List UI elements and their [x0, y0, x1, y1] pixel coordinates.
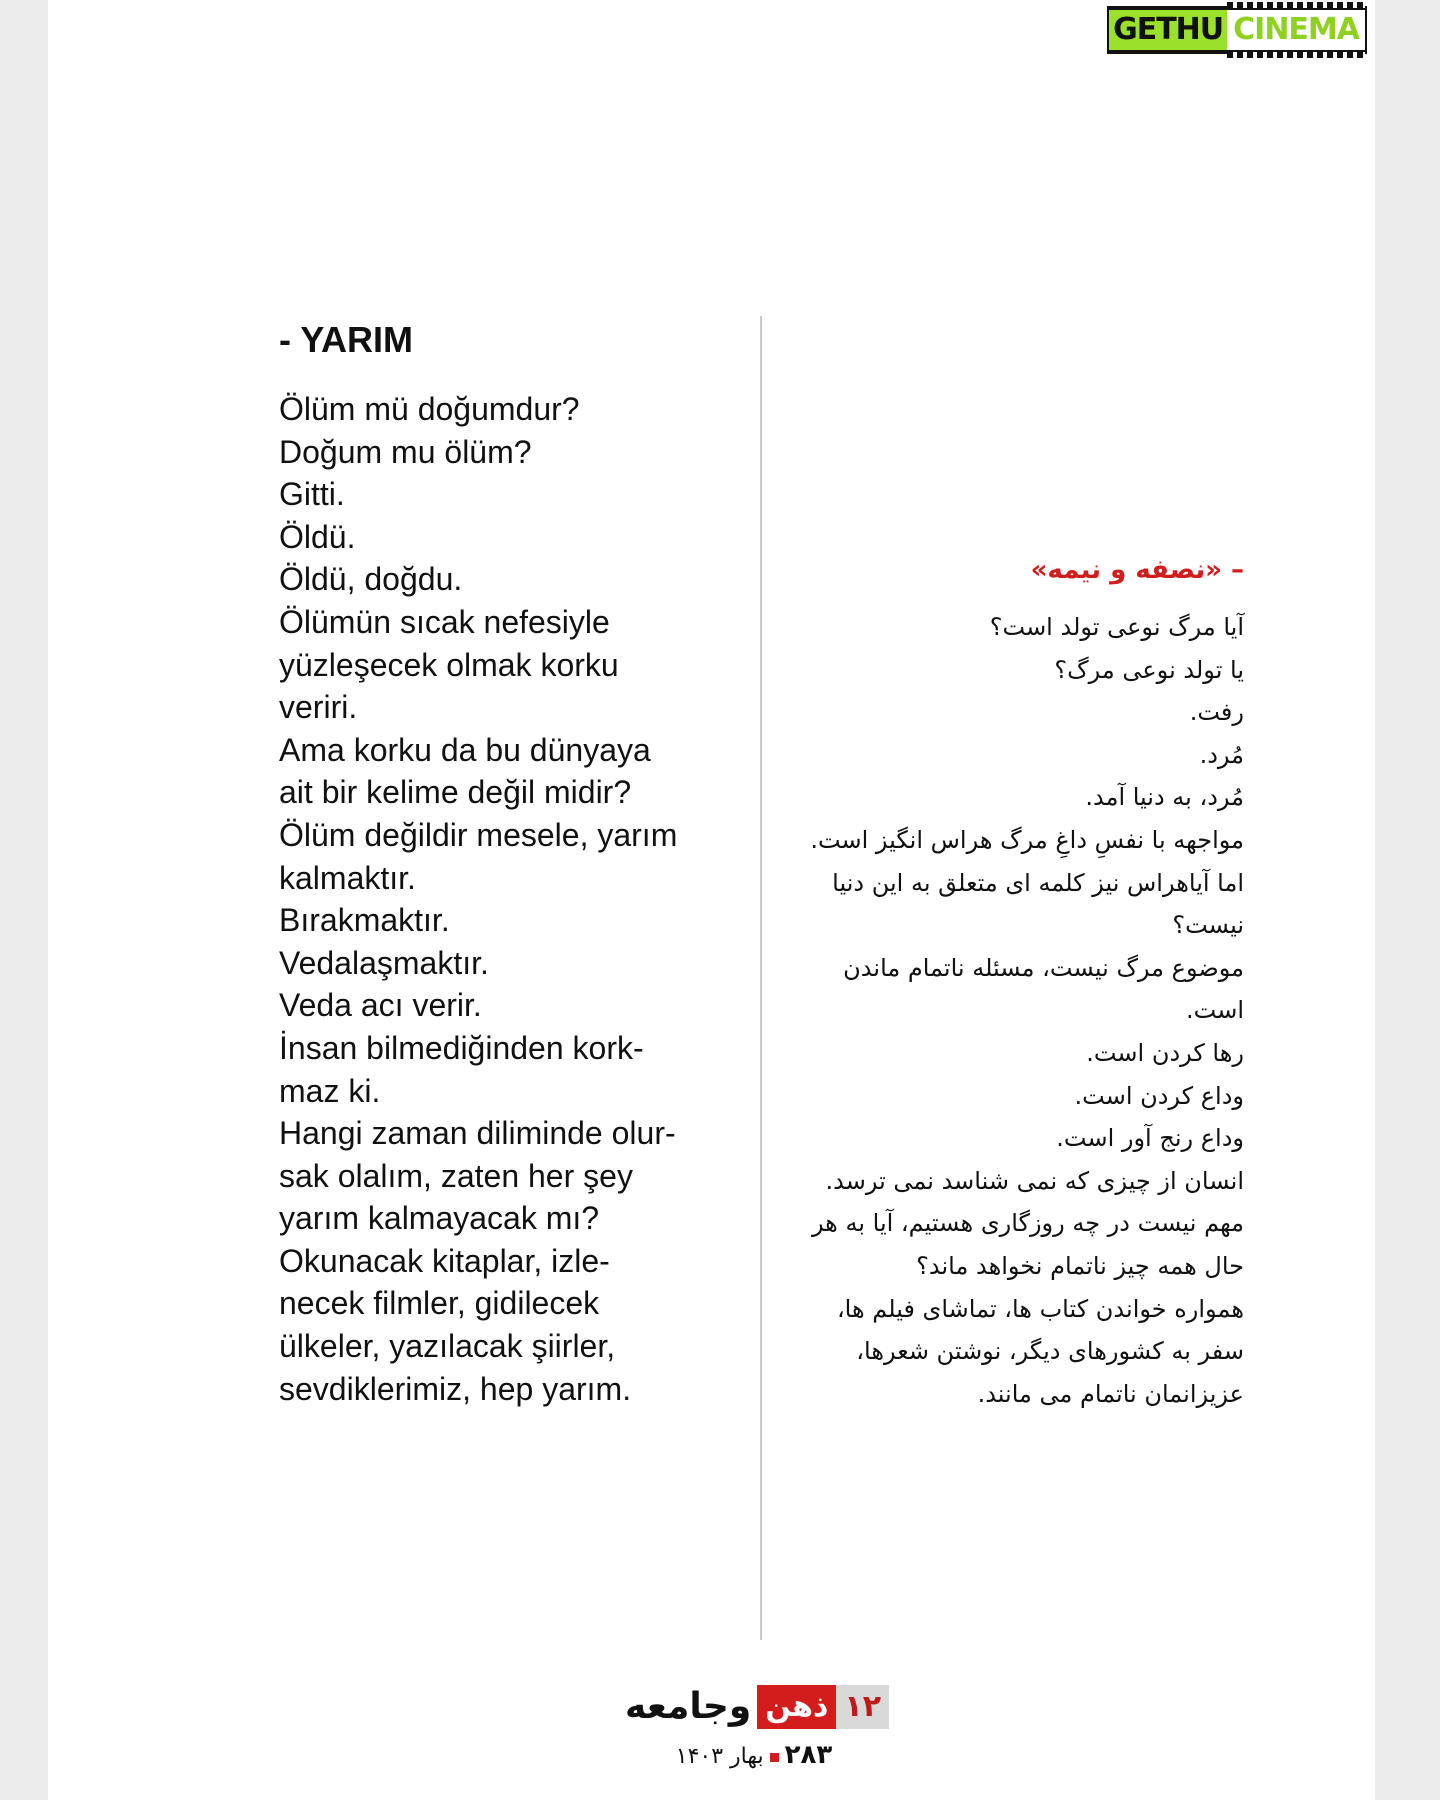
issue-number: ۲۸۳ — [784, 1740, 833, 1770]
poem-line: Hangi zaman diliminde olur- — [279, 1115, 676, 1152]
poem-line: necek filmler, gidilecek — [279, 1285, 600, 1322]
film-strip-icon — [1227, 52, 1365, 58]
poem-line: حال همه چیز ناتمام نخواهد ماند؟ — [916, 1251, 1244, 1280]
magazine-logo — [624, 1682, 884, 1732]
square-bullet-icon — [770, 1753, 779, 1762]
poem-line: Vedalaşmaktır. — [279, 944, 489, 981]
poem-line: مواجهه با نفسِ داغِ مرگ هراس انگیز است. — [810, 825, 1244, 854]
poem-line: مُرد. — [1199, 740, 1244, 769]
poem-line: Ölümün sıcak nefesiyle — [279, 603, 610, 640]
magazine-footer — [624, 1682, 884, 1772]
poem-line: همواره خواندن کتاب ها، تماشای فیلم ها، — [836, 1294, 1244, 1323]
poem-line: kalmaktır. — [279, 859, 416, 896]
poem-line: عزیزانمان ناتمام می مانند. — [977, 1379, 1244, 1408]
poem-line: رفت. — [1189, 698, 1244, 727]
poem-line: Okunacak kitaplar, izle- — [279, 1242, 610, 1279]
watermark-logo — [1107, 6, 1367, 54]
poem-line: مهم نیست در چه روزگاری هستیم، آیا به هر — [811, 1209, 1244, 1238]
poem-line: Ölüm değildir mesele, yarım — [279, 816, 678, 853]
poem-line: رها کردن است. — [1086, 1038, 1244, 1067]
poem-line: yüzleşecek olmak korku — [279, 646, 619, 683]
logo-number: ۱۲ — [836, 1685, 889, 1729]
column-divider — [760, 316, 762, 1640]
poem-line: سفر به کشورهای دیگر، نوشتن شعرها، — [856, 1337, 1244, 1366]
issue-info — [624, 1740, 884, 1772]
poem-line: Öldü, doğdu. — [279, 561, 463, 598]
persian-poem — [798, 548, 1244, 1415]
persian-poem-title: – «نصفه و نیمه» — [1030, 555, 1244, 585]
persian-poem-body — [798, 606, 1244, 1415]
poem-line: Ama korku da bu dünyaya — [279, 731, 651, 768]
poem-line: اما آیاهراس نیز کلمه ای متعلق به این دنیا — [832, 868, 1244, 897]
poem-line: sak olalım, zaten her şey — [279, 1157, 633, 1194]
turkish-poem — [279, 318, 749, 1410]
poem-line: است. — [1186, 996, 1244, 1025]
magazine-page — [48, 0, 1375, 1800]
poem-line: وداع رنج آور است. — [1056, 1124, 1244, 1153]
poem-line: veriri. — [279, 689, 358, 726]
poem-line: Doğum mu ölüm? — [279, 433, 532, 470]
poem-line: İnsan bilmediğinden kork- — [279, 1029, 644, 1066]
poem-line: انسان از چیزی که نمی شناسد نمی ترسد. — [825, 1166, 1244, 1195]
poem-line: موضوع مرگ نیست، مسئله ناتمام ماندن — [843, 953, 1244, 982]
poem-line: maz ki. — [279, 1072, 381, 1109]
poem-line: ülkeler, yazılacak şiirler, — [279, 1328, 616, 1365]
poem-line: Bırakmaktır. — [279, 902, 450, 939]
logo-red-word: ذهن — [757, 1685, 836, 1729]
turkish-poem-title: - YARIM — [279, 319, 414, 360]
poem-line: sevdiklerimiz, hep yarım. — [279, 1370, 632, 1407]
poem-line: Gitti. — [279, 476, 345, 513]
watermark-left: GETHU — [1109, 10, 1227, 50]
poem-line: Öldü. — [279, 518, 356, 555]
issue-season: بهار ۱۴۰۳ — [675, 1744, 764, 1769]
film-strip-icon — [1227, 2, 1365, 8]
poem-line: ait bir kelime değil midir? — [279, 774, 632, 811]
poem-line: وداع کردن است. — [1074, 1081, 1244, 1110]
watermark-right-text: CINEMA — [1233, 12, 1359, 47]
poem-line: Veda acı verir. — [279, 987, 482, 1024]
poem-line: yarım kalmayacak mı? — [279, 1200, 600, 1237]
watermark-right — [1227, 10, 1365, 50]
poem-line: نیست؟ — [1172, 911, 1244, 940]
turkish-poem-body — [279, 388, 749, 1410]
poem-line: مُرد، به دنیا آمد. — [1085, 783, 1244, 812]
poem-line: آیا مرگ نوعی تولد است؟ — [989, 613, 1244, 641]
logo-black-word: وجامعه — [624, 1686, 752, 1727]
poem-line: Ölüm mü doğumdur? — [279, 391, 580, 427]
poem-line: یا تولد نوعی مرگ؟ — [1054, 655, 1244, 684]
